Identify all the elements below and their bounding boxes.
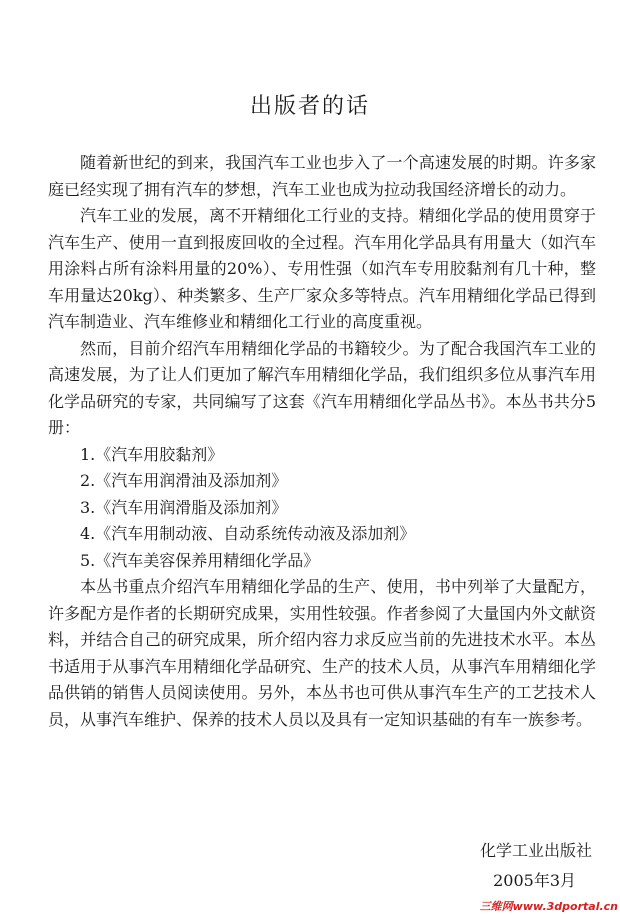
list-item: 4.《汽车用制动液、自动系统传动液及添加剂》	[80, 524, 416, 543]
list-item: 1.《汽车用胶黏剂》	[80, 444, 224, 464]
paragraph-series: 然而，目前介绍汽车用精细化学品的书籍较少。为了配合我国汽车工业的高速发展，为了让人们更加了解汽车用精细化学品，我们组织多位从事汽车用化学品研究的专家，共同编写了这套《汽车用精细化学品丛书》。本丛书共分5册：	[48, 338, 596, 437]
publish-date: 2005年3月	[493, 871, 576, 890]
paragraph-industry: 汽车工业的发展，离不开精细化工行业的支持。精细化学品的使用贯穿于汽车生产、使用一直到报废回收的全过程。汽车用化学品具有用量大（如汽车用涂料占所有涂料用量的20%）、专用性强（如汽车专用胶黏剂有几十种，整车用量达20kg）、种类繁多、生产厂家众多等特点。汽车用精细化学品已得到汽车制造业、汽车维修业和精细化工行业的高度重视。	[48, 206, 596, 331]
paragraph-intro: 随着新世纪的到来，我国汽车工业也步入了一个高速发展的时期。许多家庭已经实现了拥有汽车的梦想，汽车工业也成为拉动我国经济增长的动力。	[48, 153, 596, 199]
publisher-name: 化学工业出版社	[479, 841, 592, 860]
list-item: 3.《汽车用润滑脂及添加剂》	[80, 497, 288, 517]
site-watermark: 三维网www.3dportal.cn	[479, 900, 618, 913]
page-title: 出版者的话	[249, 94, 370, 119]
preface-body	[48, 150, 596, 733]
paragraph-summary: 本丛书重点介绍汽车用精细化学品的生产、使用，书中列举了大量配方，许多配方是作者的长期研究成果，实用性较强。作者参阅了大量国内外文献资料，并结合自己的研究成果，所介绍内容力求反应当前的先进技术水平。本丛书适用于从事汽车用精细化学品研究、生产的技术人员，从事汽车用精细化学品供销的销售人员阅读使用。另外，本丛书也可供从事汽车生产的工艺技术人员，从事汽车维护、保养的技术人员以及具有一定知识基础的有车一族参考。	[48, 577, 596, 729]
book-list	[48, 442, 596, 575]
list-item: 2.《汽车用润滑油及添加剂》	[80, 471, 288, 490]
list-item: 5.《汽车美容保养用精细化学品》	[80, 550, 320, 570]
